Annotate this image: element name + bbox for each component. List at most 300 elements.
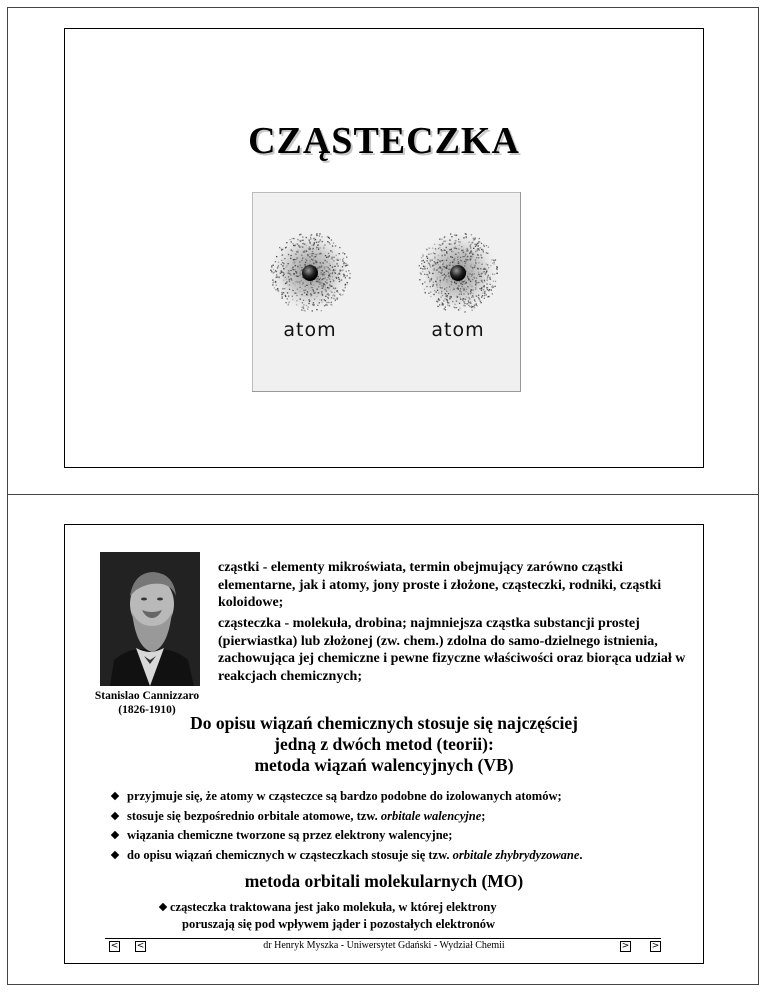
cloud-speck — [444, 298, 445, 299]
cloud-speck — [443, 241, 444, 242]
cloud-speck — [431, 278, 432, 279]
cloud-speck — [446, 247, 447, 248]
cloud-speck — [339, 279, 340, 280]
cloud-speck — [426, 256, 427, 257]
cloud-speck — [463, 253, 464, 254]
portrait-drawing — [100, 552, 200, 686]
cloud-speck — [302, 302, 303, 303]
cloud-speck — [431, 279, 432, 280]
cloud-speck — [446, 287, 447, 288]
cloud-speck — [275, 261, 276, 262]
slide-2 — [64, 524, 704, 964]
cloud-speck — [441, 239, 442, 240]
cloud-speck — [344, 262, 345, 263]
cloud-speck — [313, 302, 314, 303]
cloud-speck — [463, 293, 464, 294]
cloud-speck — [345, 287, 346, 288]
cloud-speck — [440, 281, 441, 282]
cloud-speck — [473, 306, 474, 307]
cloud-speck — [486, 245, 487, 246]
cloud-speck — [304, 292, 305, 293]
cloud-speck — [463, 301, 464, 302]
cloud-speck — [306, 285, 307, 286]
cloud-speck — [439, 247, 440, 248]
cloud-speck — [463, 305, 464, 306]
cloud-speck — [474, 265, 475, 266]
cloud-speck — [448, 272, 449, 273]
cloud-speck — [477, 275, 478, 276]
cloud-speck — [471, 307, 472, 308]
cloud-speck — [468, 276, 469, 277]
cloud-speck — [469, 306, 470, 307]
cloud-speck — [439, 244, 440, 245]
cloud-speck — [478, 272, 479, 273]
cloud-speck — [451, 236, 452, 237]
cloud-speck — [290, 275, 291, 276]
cloud-speck — [430, 266, 431, 267]
cloud-speck — [441, 270, 442, 271]
cloud-speck — [477, 268, 478, 269]
cloud-speck — [447, 303, 448, 304]
cloud-speck — [470, 244, 471, 245]
cloud-speck — [311, 294, 312, 295]
cloud-speck — [463, 262, 464, 263]
cloud-speck — [475, 246, 476, 247]
cloud-speck — [475, 284, 476, 285]
cloud-speck — [301, 307, 302, 308]
cloud-speck — [483, 269, 484, 270]
cloud-speck — [452, 251, 453, 252]
cloud-speck — [335, 300, 336, 301]
cloud-speck — [430, 291, 431, 292]
cloud-speck — [291, 280, 292, 281]
cloud-speck — [432, 286, 433, 287]
cloud-speck — [478, 241, 479, 242]
diamond-bullet-icon — [159, 903, 167, 911]
cloud-speck — [345, 284, 346, 285]
cloud-speck — [453, 247, 454, 248]
cloud-speck — [279, 247, 280, 248]
cloud-speck — [277, 276, 278, 277]
cloud-speck — [342, 252, 343, 253]
cloud-speck — [456, 301, 457, 302]
cloud-speck — [449, 265, 450, 266]
cloud-speck — [450, 297, 451, 298]
cloud-speck — [295, 245, 296, 246]
cloud-speck — [483, 245, 484, 246]
cloud-speck — [436, 284, 437, 285]
cloud-speck — [328, 294, 329, 295]
cloud-speck — [316, 235, 317, 236]
cloud-speck — [449, 269, 450, 270]
cloud-speck — [470, 247, 471, 248]
cloud-speck — [281, 270, 282, 271]
cloud-speck — [475, 289, 476, 290]
cloud-speck — [478, 249, 479, 250]
cloud-speck — [473, 248, 474, 249]
cloud-speck — [482, 250, 483, 251]
cloud-speck — [333, 260, 334, 261]
cloud-speck — [465, 287, 466, 288]
cloud-speck — [459, 241, 460, 242]
cloud-speck — [289, 289, 290, 290]
cloud-speck — [300, 273, 301, 274]
cloud-speck — [474, 299, 475, 300]
cloud-speck — [292, 267, 293, 268]
cloud-speck — [284, 258, 285, 259]
cloud-speck — [319, 284, 320, 285]
cloud-speck — [439, 277, 440, 278]
cloud-speck — [454, 235, 455, 236]
cloud-speck — [465, 291, 466, 292]
cloud-speck — [300, 272, 301, 273]
cloud-speck — [478, 274, 479, 275]
cloud-speck — [471, 286, 472, 287]
cloud-speck — [460, 260, 461, 261]
cloud-speck — [432, 260, 433, 261]
cloud-speck — [320, 280, 321, 281]
cloud-speck — [492, 274, 493, 275]
cloud-speck — [471, 290, 472, 291]
cloud-speck — [319, 279, 320, 280]
cloud-speck — [293, 283, 294, 284]
cloud-speck — [432, 265, 433, 266]
cloud-speck — [446, 279, 447, 280]
cloud-speck — [304, 264, 305, 265]
cloud-speck — [487, 276, 488, 277]
cloud-speck — [317, 305, 318, 306]
cloud-speck — [433, 294, 434, 295]
cloud-speck — [286, 278, 287, 279]
next-slide-button[interactable]: > — [621, 941, 630, 951]
cloud-speck — [325, 300, 326, 301]
cloud-speck — [461, 264, 462, 265]
cloud-speck — [283, 263, 284, 264]
cloud-speck — [342, 294, 343, 295]
mo-description: cząsteczka traktowana jest jako molekuła, w której elektrony poruszają się pod wpływem jąder i pozostałych elektronów — [160, 899, 610, 933]
cloud-speck — [329, 268, 330, 269]
cloud-speck — [457, 296, 458, 297]
cloud-speck — [460, 288, 461, 289]
cloud-speck — [441, 291, 442, 292]
cloud-speck — [468, 273, 469, 274]
cloud-speck — [331, 302, 332, 303]
cloud-speck — [468, 302, 469, 303]
cloud-speck — [456, 235, 457, 236]
cloud-speck — [335, 273, 336, 274]
cloud-speck — [465, 261, 466, 262]
cloud-speck — [294, 269, 295, 270]
cloud-speck — [300, 299, 301, 300]
cloud-speck — [326, 261, 327, 262]
cloud-speck — [302, 284, 303, 285]
cloud-speck — [293, 238, 294, 239]
cloud-speck — [468, 305, 469, 306]
cloud-speck — [304, 250, 305, 251]
cloud-speck — [456, 248, 457, 249]
cloud-speck — [295, 254, 296, 255]
cloud-speck — [345, 277, 346, 278]
cloud-speck — [309, 247, 310, 248]
cloud-speck — [314, 256, 315, 257]
cloud-speck — [490, 279, 491, 280]
cloud-speck — [302, 246, 303, 247]
cloud-speck — [290, 270, 291, 271]
cloud-speck — [318, 292, 319, 293]
cloud-speck — [304, 251, 305, 252]
cloud-speck — [314, 304, 315, 305]
cloud-speck — [332, 258, 333, 259]
cloud-speck — [472, 256, 473, 257]
cloud-speck — [338, 277, 339, 278]
cloud-speck — [438, 271, 439, 272]
cloud-speck — [444, 255, 445, 256]
cloud-speck — [283, 292, 284, 293]
footer-divider — [105, 938, 661, 939]
cloud-speck — [497, 273, 498, 274]
cloud-speck — [492, 285, 493, 286]
cloud-speck — [467, 259, 468, 260]
cloud-speck — [450, 256, 451, 257]
cloud-speck — [325, 284, 326, 285]
cloud-speck — [297, 276, 298, 277]
cloud-speck — [342, 261, 343, 262]
cloud-speck — [343, 270, 344, 271]
cloud-speck — [295, 281, 296, 282]
cloud-speck — [293, 259, 294, 260]
cloud-speck — [315, 292, 316, 293]
cloud-speck — [273, 282, 274, 283]
cloud-speck — [434, 290, 435, 291]
cloud-speck — [312, 245, 313, 246]
cloud-speck — [458, 239, 459, 240]
cloud-speck — [323, 288, 324, 289]
cloud-speck — [441, 287, 442, 288]
cloud-speck — [424, 268, 425, 269]
cloud-speck — [289, 239, 290, 240]
cloud-speck — [469, 257, 470, 258]
cloud-speck — [465, 283, 466, 284]
cloud-speck — [467, 303, 468, 304]
cloud-speck — [316, 254, 317, 255]
cloud-speck — [331, 239, 332, 240]
cloud-speck — [493, 281, 494, 282]
cloud-speck — [282, 288, 283, 289]
cloud-speck — [422, 268, 423, 269]
cloud-speck — [433, 284, 434, 285]
cloud-speck — [443, 260, 444, 261]
cloud-speck — [323, 283, 324, 284]
cloud-speck — [289, 279, 290, 280]
cloud-speck — [447, 300, 448, 301]
cloud-speck — [296, 276, 297, 277]
cloud-speck — [474, 307, 475, 308]
cloud-speck — [420, 268, 421, 269]
cloud-speck — [479, 276, 480, 277]
cloud-speck — [291, 241, 292, 242]
cloud-speck — [476, 282, 477, 283]
cloud-speck — [343, 290, 344, 291]
cloud-speck — [331, 292, 332, 293]
cloud-speck — [289, 284, 290, 285]
cloud-speck — [468, 294, 469, 295]
cloud-speck — [287, 292, 288, 293]
cloud-speck — [330, 291, 331, 292]
cloud-speck — [294, 261, 295, 262]
cloud-speck — [455, 240, 456, 241]
cloud-speck — [442, 303, 443, 304]
cloud-speck — [277, 267, 278, 268]
cloud-speck — [306, 294, 307, 295]
cloud-speck — [307, 292, 308, 293]
cloud-speck — [479, 238, 480, 239]
cloud-speck — [424, 267, 425, 268]
cloud-speck — [454, 281, 455, 282]
cloud-speck — [326, 279, 327, 280]
cloud-speck — [486, 269, 487, 270]
cloud-speck — [314, 254, 315, 255]
cloud-speck — [300, 234, 301, 235]
previous-slide-button[interactable]: < — [136, 941, 145, 951]
cloud-speck — [329, 244, 330, 245]
cloud-speck — [440, 268, 441, 269]
cloud-speck — [470, 284, 471, 285]
cloud-speck — [306, 237, 307, 238]
list-item: przyjmuje się, że atomy w cząsteczce są bardzo podobne do izolowanych atomów; — [112, 787, 682, 807]
atom-label-left: atom — [283, 319, 337, 341]
cloud-speck — [449, 305, 450, 306]
cloud-speck — [316, 233, 317, 234]
cloud-speck — [308, 306, 309, 307]
cloud-speck — [302, 236, 303, 237]
cloud-speck — [321, 270, 322, 271]
cloud-speck — [450, 233, 451, 234]
cloud-speck — [283, 280, 284, 281]
cloud-speck — [437, 306, 438, 307]
cloud-speck — [473, 297, 474, 298]
cloud-speck — [484, 293, 485, 294]
cloud-speck — [332, 245, 333, 246]
cloud-speck — [447, 305, 448, 306]
cloud-speck — [468, 300, 469, 301]
cloud-speck — [304, 310, 305, 311]
cloud-speck — [330, 285, 331, 286]
cloud-speck — [450, 289, 451, 290]
cloud-speck — [481, 264, 482, 265]
cloud-speck — [475, 251, 476, 252]
cloud-speck — [325, 260, 326, 261]
cloud-speck — [476, 244, 477, 245]
cloud-speck — [328, 302, 329, 303]
cloud-speck — [281, 264, 282, 265]
cloud-speck — [301, 288, 302, 289]
cloud-speck — [475, 259, 476, 260]
cloud-speck — [299, 240, 300, 241]
vb-heading-line-3: metoda wiązań walencyjnych (VB) — [254, 755, 514, 775]
cloud-speck — [316, 262, 317, 263]
cloud-speck — [345, 265, 346, 266]
cloud-speck — [317, 282, 318, 283]
cloud-speck — [480, 247, 481, 248]
cloud-speck — [427, 260, 428, 261]
cloud-speck — [297, 266, 298, 267]
cloud-speck — [333, 242, 334, 243]
cloud-speck — [426, 274, 427, 275]
cloud-speck — [435, 262, 436, 263]
cloud-speck — [474, 266, 475, 267]
cloud-speck — [332, 267, 333, 268]
cloud-speck — [444, 274, 445, 275]
cloud-speck — [463, 281, 464, 282]
atom-right-nucleus — [450, 265, 466, 281]
cloud-speck — [465, 253, 466, 254]
cloud-speck — [488, 247, 489, 248]
slide-title: CZĄSTECZKA — [248, 120, 520, 162]
cloud-speck — [459, 303, 460, 304]
cloud-speck — [496, 269, 497, 270]
cloud-speck — [311, 255, 312, 256]
cloud-speck — [310, 237, 311, 238]
cloud-speck — [326, 302, 327, 303]
cloud-speck — [484, 246, 485, 247]
cloud-speck — [310, 290, 311, 291]
cloud-speck — [330, 281, 331, 282]
cloud-speck — [446, 274, 447, 275]
cloud-speck — [458, 289, 459, 290]
cloud-speck — [466, 271, 467, 272]
cloud-speck — [312, 304, 313, 305]
cloud-speck — [479, 298, 480, 299]
cloud-speck — [312, 310, 313, 311]
cloud-speck — [452, 289, 453, 290]
cloud-speck — [317, 278, 318, 279]
cloud-speck — [439, 261, 440, 262]
cloud-speck — [459, 308, 460, 309]
cloud-speck — [424, 262, 425, 263]
cloud-speck — [339, 247, 340, 248]
cloud-speck — [429, 259, 430, 260]
cloud-speck — [331, 305, 332, 306]
cloud-speck — [285, 277, 286, 278]
cloud-speck — [306, 305, 307, 306]
cloud-speck — [457, 256, 458, 257]
cloud-speck — [422, 256, 423, 257]
cloud-speck — [471, 276, 472, 277]
cloud-speck — [284, 288, 285, 289]
cloud-speck — [278, 262, 279, 263]
cloud-speck — [288, 263, 289, 264]
cloud-speck — [464, 311, 465, 312]
cloud-speck — [490, 284, 491, 285]
cloud-speck — [313, 263, 314, 264]
last-slide-button[interactable]: > — [651, 941, 660, 951]
cloud-speck — [285, 283, 286, 284]
cloud-speck — [332, 257, 333, 258]
cloud-speck — [270, 270, 271, 271]
cloud-speck — [281, 260, 282, 261]
cloud-speck — [435, 264, 436, 265]
cloud-speck — [327, 287, 328, 288]
cloud-speck — [427, 258, 428, 259]
cloud-speck — [471, 297, 472, 298]
cloud-speck — [276, 256, 277, 257]
cloud-speck — [348, 270, 349, 271]
first-slide-button[interactable]: < — [110, 941, 119, 951]
vb-heading-line-2: jedną z dwóch metod (teorii): — [274, 734, 494, 754]
cloud-speck — [462, 300, 463, 301]
cloud-speck — [459, 253, 460, 254]
cloud-speck — [274, 287, 275, 288]
